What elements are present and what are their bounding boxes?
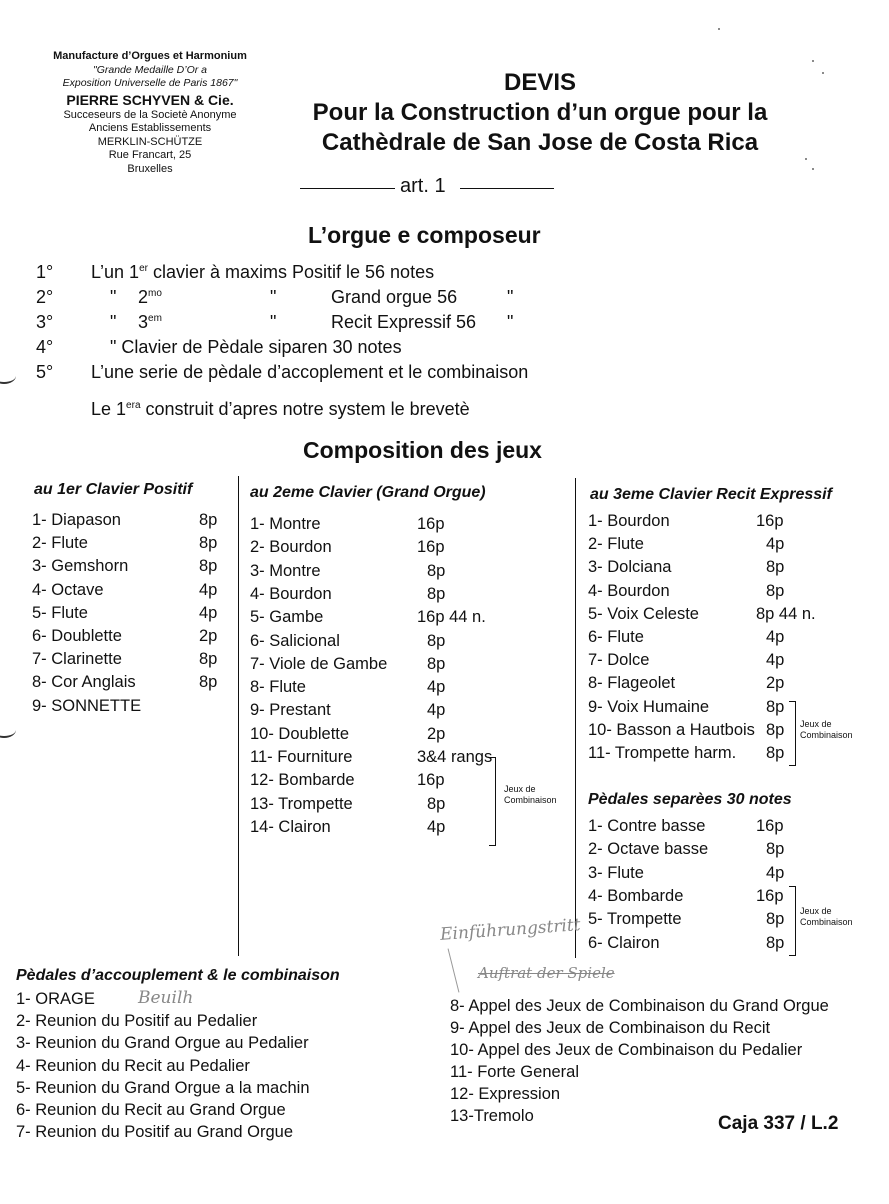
coupler-item: 5- Reunion du Grand Orgue a la machin [16, 1078, 310, 1097]
punch-hole-mark [0, 722, 16, 738]
stop-size: 4p [427, 817, 446, 836]
stop-size: 16p [756, 886, 784, 905]
letterhead-line: Exposition Universelle de Paris 1867" [62, 77, 238, 89]
stop-size: 8p [199, 511, 218, 529]
intro-line [138, 287, 162, 308]
article-label [300, 175, 554, 199]
intro-sup: mo [148, 288, 162, 299]
stop-name: 10- Doublette [250, 724, 350, 743]
stop-name: 9- Prestant [250, 701, 331, 720]
stop-size: 16p [417, 515, 445, 533]
stop-name: 2- Flute [32, 534, 88, 553]
bracket-label [800, 719, 853, 741]
bracket-label-line: Jeux de [800, 719, 832, 729]
combination-bracket [789, 886, 796, 956]
coupler-item: 4- Reunion du Recit au Pedalier [16, 1056, 250, 1075]
scan-speck [812, 60, 814, 62]
intro-text: L’un 1 [91, 262, 140, 282]
stop-size: 8p [199, 650, 218, 669]
scan-speck [805, 158, 807, 160]
bracket-label-line: Combinaison [800, 730, 853, 740]
bracket-label-line: Jeux de [504, 784, 536, 794]
coupler-item: 13-Tremolo [450, 1107, 534, 1125]
coupler-item: 10- Appel des Jeux de Combinaison du Pedalier [450, 1041, 803, 1059]
intro-text: Recit Expressif 56 [331, 312, 477, 332]
stop-name: 3- Gemshorn [32, 557, 129, 576]
handwritten-stroke [448, 949, 460, 993]
stop-size: 16p [417, 538, 445, 557]
document-title [270, 68, 810, 158]
stop-size: 4p [766, 863, 785, 882]
stop-name: 8- Cor Anglais [32, 673, 136, 692]
bracket-label [504, 784, 557, 806]
coupler-item: 8- Appel des Jeux de Combinaison du Grand Orgue [450, 997, 829, 1015]
stop-name: 11- Trompette harm. [588, 744, 737, 762]
stop-size: 8p [766, 697, 785, 716]
stop-size: 8p [766, 558, 785, 577]
stop-size: 8p [766, 840, 785, 859]
ditto-mark: " [507, 287, 514, 307]
stop-name: 5- Trompette [588, 910, 682, 929]
column-heading-recit: au 3eme Clavier Recit Expressif [590, 486, 832, 503]
stop-size: 16p [756, 512, 784, 530]
coupler-item: 6- Reunion du Recit au Grand Orgue [16, 1101, 286, 1119]
stop-name: 13- Trompette [250, 794, 353, 813]
stop-name: 6- Doublette [32, 627, 122, 645]
handwritten-note: Beuilh [138, 988, 194, 1008]
scan-speck [822, 72, 824, 74]
combination-bracket [789, 701, 796, 766]
stop-name: 10- Basson a Hautbois [588, 720, 755, 739]
stop-name: 2- Flute [588, 535, 644, 554]
stop-name: 9- SONNETTE [32, 696, 142, 715]
stop-name: 1- Contre basse [588, 817, 706, 835]
stop-size: 2p [427, 724, 446, 743]
stop-size: 8p [427, 584, 446, 603]
stop-size: 16p 44 n. [417, 608, 486, 627]
column-heading-positif: au 1er Clavier Positif [34, 481, 193, 498]
stop-name: 6- Salicional [250, 631, 340, 650]
intro-text: " Clavier de Pèdale siparen 30 notes [110, 337, 402, 357]
ditto-mark: " [270, 287, 277, 307]
title-line: DEVIS [503, 69, 577, 96]
coupler-item: 1- ORAGE [16, 990, 95, 1008]
intro-number: 1° [36, 262, 54, 282]
stop-size: 2p [199, 627, 218, 645]
letterhead-line: MERKLIN-SCHÜTZE [97, 135, 203, 148]
coupler-item: 11- Forte General [450, 1063, 580, 1081]
intro-text: construit d’apres notre system le brevetè [140, 399, 470, 419]
stop-size: 8p [199, 557, 218, 576]
stop-name: 7- Dolce [588, 651, 650, 670]
intro-text: Grand orgue 56 [331, 287, 458, 307]
stop-size: 8p [427, 654, 446, 673]
coupler-item: 9- Appel des Jeux de Combinaison du Recit [450, 1019, 771, 1037]
column-divider [238, 476, 239, 956]
stop-name: 8- Flute [250, 678, 306, 697]
stop-size: 4p [766, 535, 785, 554]
stop-size: 4p [427, 678, 446, 697]
letterhead-line: "Grande Medaille D’Or a [92, 63, 208, 76]
stop-name: 6- Flute [588, 628, 644, 646]
intro-line [91, 262, 434, 283]
title-line: Pour la Construction d’un orgue pour la [312, 99, 768, 126]
stop-name: 6- Clairon [588, 933, 660, 952]
coupler-item: 12- Expression [450, 1085, 561, 1103]
title-line: Cathèdrale de San Jose de Costa Rica [321, 129, 759, 156]
stop-name: 7- Clarinette [32, 650, 122, 669]
stop-name: 3- Dolciana [588, 558, 672, 577]
stop-name: 5- Voix Celeste [588, 604, 699, 623]
letterhead-line: Rue Francart, 25 [108, 149, 192, 161]
stop-name: 8- Flageolet [588, 674, 676, 693]
stop-name: 1- Montre [250, 515, 321, 533]
punch-hole-mark [0, 368, 16, 384]
ditto-mark: " [110, 312, 117, 332]
stop-name: 14- Clairon [250, 817, 331, 836]
stop-size: 4p [427, 701, 446, 720]
combination-bracket [489, 757, 496, 846]
stop-size: 8p [199, 673, 218, 692]
stop-name: 4- Octave [32, 580, 104, 599]
scan-speck [718, 28, 720, 30]
ditto-mark: " [110, 287, 117, 307]
ditto-mark: " [270, 312, 277, 332]
stop-size: 16p [417, 771, 445, 790]
stop-size: 3&4 rangs [417, 748, 493, 766]
stop-name: 4- Bourdon [250, 584, 332, 603]
stop-name: 5- Gambe [250, 608, 324, 627]
divider [300, 188, 395, 189]
stop-name: 4- Bombarde [588, 886, 684, 905]
stop-size: 4p [199, 603, 218, 622]
stop-name: 1- Diapason [32, 511, 121, 529]
intro-text: clavier à maxims Positif le 56 notes [147, 262, 435, 282]
divider [460, 188, 554, 189]
bracket-label-line: Combinaison [800, 917, 853, 927]
stop-size: 8p 44 n. [756, 604, 816, 623]
stop-name: 1- Bourdon [588, 512, 670, 530]
intro-text: 3 [138, 312, 149, 332]
stop-name: 5- Flute [32, 603, 88, 622]
pedal-heading: Pèdales separèes 30 notes [588, 791, 792, 808]
column-heading-grand-orgue: au 2eme Clavier (Grand Orgue) [250, 484, 486, 501]
scan-speck [812, 168, 814, 170]
bracket-label-line: Combinaison [504, 795, 557, 805]
letterhead-line: Bruxelles [127, 162, 173, 175]
column-divider [575, 478, 576, 958]
letterhead-line: Manufacture d’Orgues et Harmonium [53, 50, 247, 62]
intro-number: 4° [36, 337, 54, 357]
bracket-label [800, 906, 853, 928]
stop-name: 12- Bombarde [250, 771, 355, 790]
intro-line [138, 312, 162, 333]
coupler-item: 2- Reunion du Positif au Pedalier [16, 1012, 258, 1031]
stop-size: 8p [766, 744, 785, 762]
coupler-item: 3- Reunion du Grand Orgue au Pedalier [16, 1034, 309, 1053]
intro-sup: em [148, 313, 162, 324]
stop-size: 8p [427, 794, 446, 813]
intro-number: 2° [36, 287, 54, 307]
section-heading: L’orgue e composeur [308, 222, 541, 248]
stop-name: 9- Voix Humaine [588, 697, 710, 716]
intro-sup: era [126, 400, 141, 411]
stop-size: 2p [766, 674, 785, 693]
article-text: art. 1 [400, 175, 446, 197]
stop-size: 8p [766, 720, 785, 739]
stop-size: 4p [199, 580, 218, 599]
stop-name: 3- Montre [250, 561, 321, 580]
stop-name: 2- Bourdon [250, 538, 332, 557]
handwritten-note: Einführungstritt [439, 915, 582, 945]
stop-size: 8p [427, 561, 446, 580]
coupler-item: 7- Reunion du Positif au Grand Orgue [16, 1123, 293, 1142]
stop-size: 8p [766, 581, 785, 600]
intro-text: 2 [138, 287, 149, 307]
archive-reference: Caja 337 / L.2 [718, 1113, 839, 1134]
intro-number: 3° [36, 312, 54, 332]
stop-name: 4- Bourdon [588, 581, 670, 600]
intro-sup: er [139, 263, 148, 274]
couplers-heading: Pèdales d’accouplement & le combinaison [16, 967, 340, 984]
stop-size: 16p [756, 817, 784, 835]
handwritten-note: Auftrat der Spiele [478, 964, 615, 982]
stop-size: 4p [766, 651, 785, 670]
firm-name: PIERRE SCHYVEN & Cie. [66, 91, 234, 108]
ditto-mark: " [507, 312, 514, 332]
stop-size: 8p [766, 910, 785, 929]
letterhead-line: Succeseurs de la Societè Anonyme [63, 108, 237, 121]
stop-name: 11- Fourniture [250, 748, 353, 766]
intro-text: Le 1 [91, 399, 127, 419]
letterhead [30, 50, 270, 176]
stop-size: 8p [766, 933, 785, 952]
stop-name: 3- Flute [588, 863, 644, 882]
intro-note [91, 399, 470, 420]
stop-name: 2- Octave basse [588, 840, 709, 859]
stop-size: 8p [199, 534, 218, 553]
intro-text: L’une serie de pèdale d’accoplement et le combinaison [91, 362, 529, 382]
intro-number: 5° [36, 362, 54, 382]
letterhead-line: Anciens Establissements [88, 122, 212, 134]
stop-name: 7- Viole de Gambe [250, 654, 388, 673]
section-heading: Composition des jeux [303, 437, 542, 463]
stop-size: 4p [766, 628, 785, 646]
bracket-label-line: Jeux de [800, 906, 832, 916]
stop-size: 8p [427, 631, 446, 650]
